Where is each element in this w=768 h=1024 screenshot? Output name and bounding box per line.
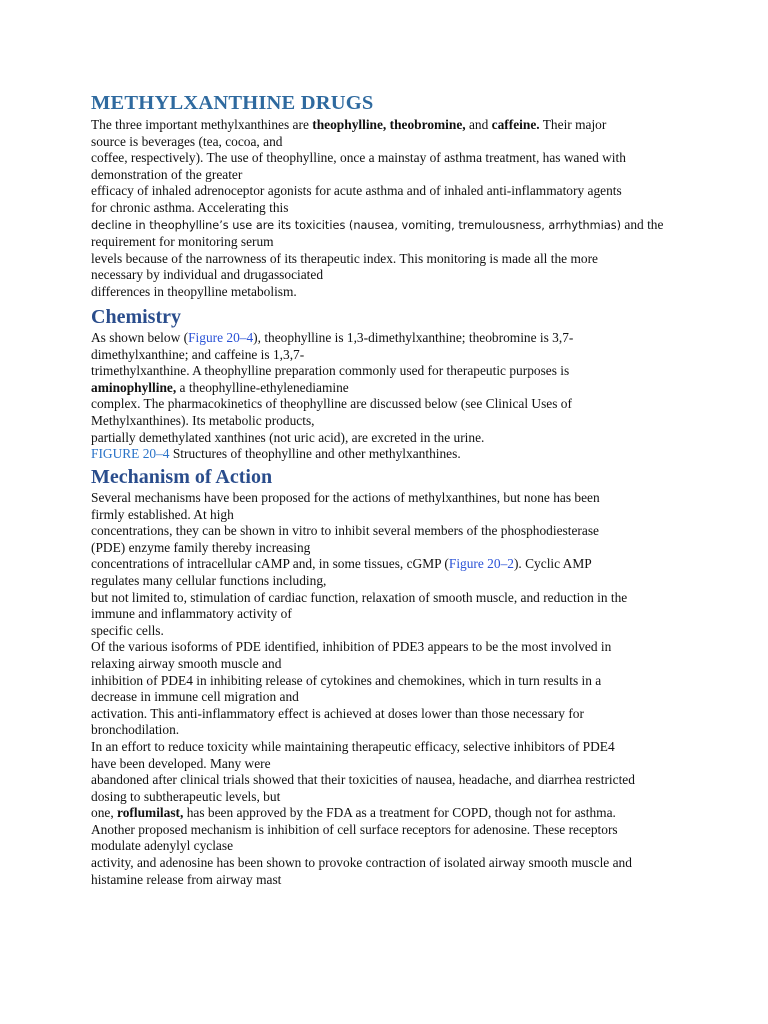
text-line <box>91 639 728 656</box>
text-run: ). Cyclic AMP <box>513 556 592 572</box>
text-run: demonstration of the greater <box>91 166 243 182</box>
text-line <box>91 380 728 397</box>
text-line <box>91 689 728 706</box>
text-run: As shown below ( <box>91 330 189 345</box>
text-run: regulates many cellular functions including, <box>91 572 327 588</box>
text-line <box>91 490 728 507</box>
mechanism-paragraph <box>91 490 728 888</box>
text-run: complex. The pharmacokinetics of theophylline are discussed below (see Clinical Uses of <box>91 396 572 412</box>
text-run: relaxing airway smooth muscle and <box>91 655 282 671</box>
text-run: specific cells. <box>91 622 164 638</box>
text-line <box>91 150 728 167</box>
text-run: The three important methylxanthines are <box>91 117 313 132</box>
text-run: abandoned after clinical trials showed that their toxicities of nausea, headache, and diarrhea restricted <box>91 772 635 788</box>
text-line <box>91 772 728 789</box>
text-run: source is beverages (tea, cocoa, and <box>91 133 283 149</box>
figure-link[interactable]: Figure 20–4 <box>188 330 254 345</box>
text-line <box>91 396 728 413</box>
text-line <box>91 117 728 134</box>
text-line <box>91 606 728 623</box>
text-line <box>91 183 728 200</box>
text-run: necessary by individual and drugassociated <box>91 267 324 283</box>
text-run: has been approved by the FDA as a treatment for COPD, though not for asthma. <box>183 805 616 821</box>
text-run: one, <box>91 805 118 821</box>
text-run: and the <box>621 216 664 232</box>
text-line <box>91 822 728 839</box>
figure-caption-label[interactable]: FIGURE 20–4 <box>91 446 170 462</box>
text-line <box>91 756 728 773</box>
text-run: ), theophylline is 1,3-dimethylxanthine; theobromine is 3,7- <box>253 330 574 345</box>
text-line <box>91 739 728 756</box>
text-run: firmly established. At high <box>91 506 234 522</box>
text-run: concentrations of intracellular cAMP and, in some tissues, cGMP ( <box>91 556 449 572</box>
text-line <box>91 134 728 151</box>
text-line <box>91 722 728 739</box>
text-run: Structures of theophylline and other methylxanthines. <box>169 446 461 462</box>
text-line <box>91 251 728 268</box>
text-line <box>91 446 728 463</box>
text-line <box>91 430 728 447</box>
text-line <box>91 556 728 573</box>
text-run: inhibition of PDE4 in inhibiting release of cytokines and chemokines, which in turn results in a <box>91 672 602 688</box>
text-run: trimethylxanthine. A theophylline preparation commonly used for therapeutic purposes is <box>91 363 570 379</box>
mechanism-heading: Mechanism of Action <box>91 466 273 488</box>
text-line <box>91 805 728 822</box>
figure-link[interactable]: Figure 20–2 <box>448 556 514 572</box>
text-line <box>91 673 728 690</box>
text-run: coffee, respectively). The use of theophylline, once a mainstay of asthma treatment, has waned with <box>91 150 626 166</box>
text-line <box>91 573 728 590</box>
text-run: and <box>465 117 492 132</box>
text-run: Of the various isoforms of PDE identified, inhibition of PDE3 appears to be the most involved in <box>91 639 612 655</box>
text-line <box>91 706 728 723</box>
text-run: activation. This anti-inflammatory effect is achieved at doses lower than those necessary for <box>91 705 584 721</box>
text-run: Their major <box>539 117 607 132</box>
text-line <box>91 200 728 217</box>
text-line <box>91 267 728 284</box>
text-run: partially demethylated xanthines (not uric acid), are excreted in the urine. <box>91 429 485 445</box>
text-run: differences in theopylline metabolism. <box>91 283 297 299</box>
text-line <box>91 284 728 301</box>
intro-paragraph <box>91 117 728 301</box>
text-run: dosing to subtherapeutic levels, but <box>91 788 281 804</box>
text-run: (PDE) enzyme family thereby increasing <box>91 539 311 555</box>
text-run: requirement for monitoring serum <box>91 234 274 250</box>
text-line <box>91 347 728 364</box>
text-line <box>91 217 728 235</box>
text-line <box>91 234 728 251</box>
text-run: but not limited to, stimulation of cardiac function, relaxation of smooth muscle, and reduction in the <box>91 589 628 605</box>
text-line <box>91 838 728 855</box>
text-run: bronchodilation. <box>91 722 180 738</box>
text-line <box>91 789 728 806</box>
text-run: Another proposed mechanism is inhibition of cell surface receptors for adenosine. These receptors <box>91 821 618 837</box>
text-run: levels because of the narrowness of its therapeutic index. This monitoring is made all the more <box>91 250 598 266</box>
text-line <box>91 363 728 380</box>
text-run: a theophylline-ethylenediamine <box>176 379 349 395</box>
text-line <box>91 656 728 673</box>
text-run: histamine release from airway mast <box>91 871 282 887</box>
text-run: for chronic asthma. Accelerating this <box>91 199 289 215</box>
bold-term: theophylline, theobromine, <box>312 117 466 132</box>
text-run: modulate adenylyl cyclase <box>91 838 234 854</box>
bold-term: caffeine. <box>491 117 540 132</box>
text-run: decline in theophylline’s use are its toxicities (nausea, vomiting, tremulousness, arrhythmias) <box>91 218 622 232</box>
text-line <box>91 330 728 347</box>
text-line <box>91 167 728 184</box>
text-line <box>91 855 728 872</box>
text-line <box>91 507 728 524</box>
text-run: immune and inflammatory activity of <box>91 606 292 622</box>
text-line <box>91 413 728 430</box>
text-run: activity, and adenosine has been shown to provoke contraction of isolated airway smooth muscle and <box>91 855 632 871</box>
text-run: concentrations, they can be shown in vitro to inhibit several members of the phosphodiesterase <box>91 523 599 539</box>
text-line <box>91 623 728 640</box>
chemistry-paragraph <box>91 330 728 463</box>
text-run: efficacy of inhaled adrenoceptor agonists for acute asthma and of inhaled anti-inflammatory agents <box>91 183 622 199</box>
text-run: have been developed. Many were <box>91 755 271 771</box>
text-run: In an effort to reduce toxicity while maintaining therapeutic efficacy, selective inhibitors of PDE4 <box>91 738 615 754</box>
text-run: Methylxanthines). Its metabolic products, <box>91 412 315 428</box>
text-run: Several mechanisms have been proposed for the actions of methylxanthines, but none has been <box>91 490 600 505</box>
chemistry-heading: Chemistry <box>91 306 181 328</box>
text-line <box>91 590 728 607</box>
bold-term: roflumilast, <box>117 805 184 821</box>
bold-term: aminophylline, <box>91 379 177 395</box>
page-title: METHYLXANTHINE DRUGS <box>91 92 374 114</box>
text-line <box>91 523 728 540</box>
text-run: dimethylxanthine; and caffeine is 1,3,7- <box>91 346 305 362</box>
text-line <box>91 540 728 557</box>
text-line <box>91 872 728 889</box>
text-run: decrease in immune cell migration and <box>91 689 299 705</box>
